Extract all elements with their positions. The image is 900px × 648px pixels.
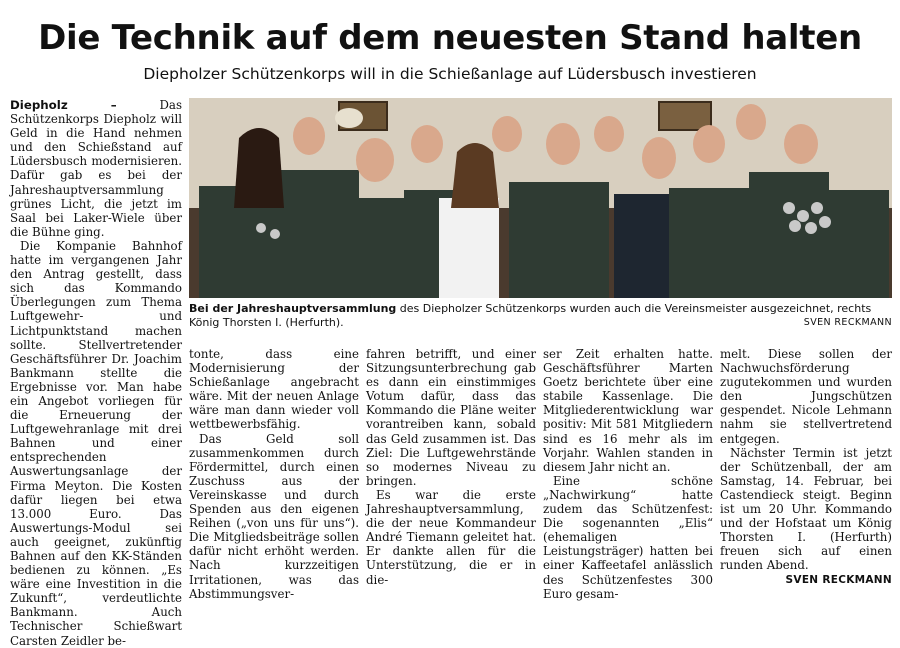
paragraph: fahren betrifft, und einer Sitzungsunterbrechung gab es dann ein einstimmiges Votum dafür, dass das Kommando die Pläne weiter vorantreiben kann, sobald das Geld zusammen ist. Das Ziel: Die Luftgewehrstände so modernes Niveau zu bringen. xyxy=(366,347,536,488)
paragraph-text: Das Schützenkorps Diepholz will Geld in die Hand nehmen und den Schießstand auf Lüdersbusch modernisieren. Dafür gab es bei der Jahreshauptversammlung grünes Licht, die jetzt im Saal bei Laker-Wiele über die Bühne ging. xyxy=(10,98,182,239)
article-column-3 xyxy=(366,347,536,587)
article-column-5 xyxy=(720,347,892,586)
paragraph: ser Zeit erhalten hatte. Geschäftsführer Marten Goetz berichtete über eine stabile Kassenlage. Die Mitgliederentwicklung war positiv: Mit 581 Mitgliedern sind es 16 mehr als im Vorjahr. Wahlen standen in diesem Jahr nicht an. xyxy=(543,347,713,474)
paragraph: Die Kompanie Bahnhof hatte im vergangenen Jahr den Antrag gestellt, dass sich das Kommando Überlegungen zum Thema Luftgewehr- und Lichtpunktstand machen sollte. Stellvertretender Geschäftsführer Dr. Joachim Bankmann stellte die Ergebnisse vor. Man habe ein Angebot vorliegen für die Erneuerung der Luftgewehranlage mit drei Bahnen und einer entsprechenden Auswertungsanlage der Firma Meyton. Die Kosten dafür liegen bei etwa 13.000 Euro. Das Auswertungs-Modul sei auch geeignet, zukünftig Bahnen auf den KK-Ständen bedienen zu können. „Es wäre eine Investition in die Zukunft“, verdeutlichte Bankmann. Auch Technischer Schießwart Carsten Zeidler be- xyxy=(10,238,182,648)
paragraph xyxy=(10,98,182,239)
paragraph xyxy=(720,445,892,586)
subheadline: Diepholzer Schützenkorps will in die Schießanlage auf Lüdersbusch investieren xyxy=(143,65,757,83)
dateline: Diepholz – xyxy=(10,98,117,112)
photo-credit: SVEN RECKMANN xyxy=(803,317,892,328)
paragraph: Das Geld soll zusammenkommen durch Fördermittel, durch einen Zuschuss aus der Vereinskasse und durch Spenden aus den eigenen Reihen („von uns für uns“). Die Mitgliedsbeiträge sollen dafür nicht erhöht werden. Nach kurzzeitigen Irritationen, was das Abstimmungsver- xyxy=(189,431,359,601)
group-photo xyxy=(189,98,892,298)
photo-caption xyxy=(189,302,892,330)
article-column-4 xyxy=(543,347,713,601)
article-column-1 xyxy=(10,98,182,648)
article-column-2 xyxy=(189,347,359,601)
headline: Die Technik auf dem neuesten Stand halten xyxy=(38,18,862,58)
paragraph: Eine schöne „Nachwirkung“ hatte zudem das Schützenfest: Die sogenannten „Elis“ (ehemaligen Leistungsträger) hatten bei einer Kaffeetafel anlässlich des Schützenfestes 300 Euro gesam- xyxy=(543,473,713,601)
author-byline: SVEN RECKMANN xyxy=(785,573,892,586)
paragraph: Es war die erste Jahreshauptversammlung, die der neue Kommandeur André Tiemann geleitet hat. Er dankte allen für die Unterstützung, die er in die- xyxy=(366,487,536,587)
caption-text: des Diepholzer Schützenkorps wurden auch die Vereinsmeister ausgezeichnet, rechts König Thorsten I. (Herfurth). xyxy=(189,302,872,329)
paragraph: tonte, dass eine Modernisierung der Schießanlage angebracht wäre. Mit der neuen Anlage wäre man dann wieder voll wettbewerbsfähig. xyxy=(189,347,359,432)
paragraph-text: Nächster Termin ist jetzt der Schützenball, der am Samstag, 14. Februar, bei Castendieck steigt. Beginn ist um 20 Uhr. Kommando und der Hofstaat um König Thorsten I. (Herfurth) freuen sich auf einen runden Abend. xyxy=(720,445,892,573)
paragraph: melt. Diese sollen der Nachwuchsförderung zugutekommen und wurden den Jungschützen gespendet. Nicole Lehmann nahm sie stellvertretend entgegen. xyxy=(720,347,892,446)
group-photo-illustration xyxy=(189,98,892,298)
caption-lead: Bei der Jahreshauptversammlung xyxy=(189,302,397,315)
